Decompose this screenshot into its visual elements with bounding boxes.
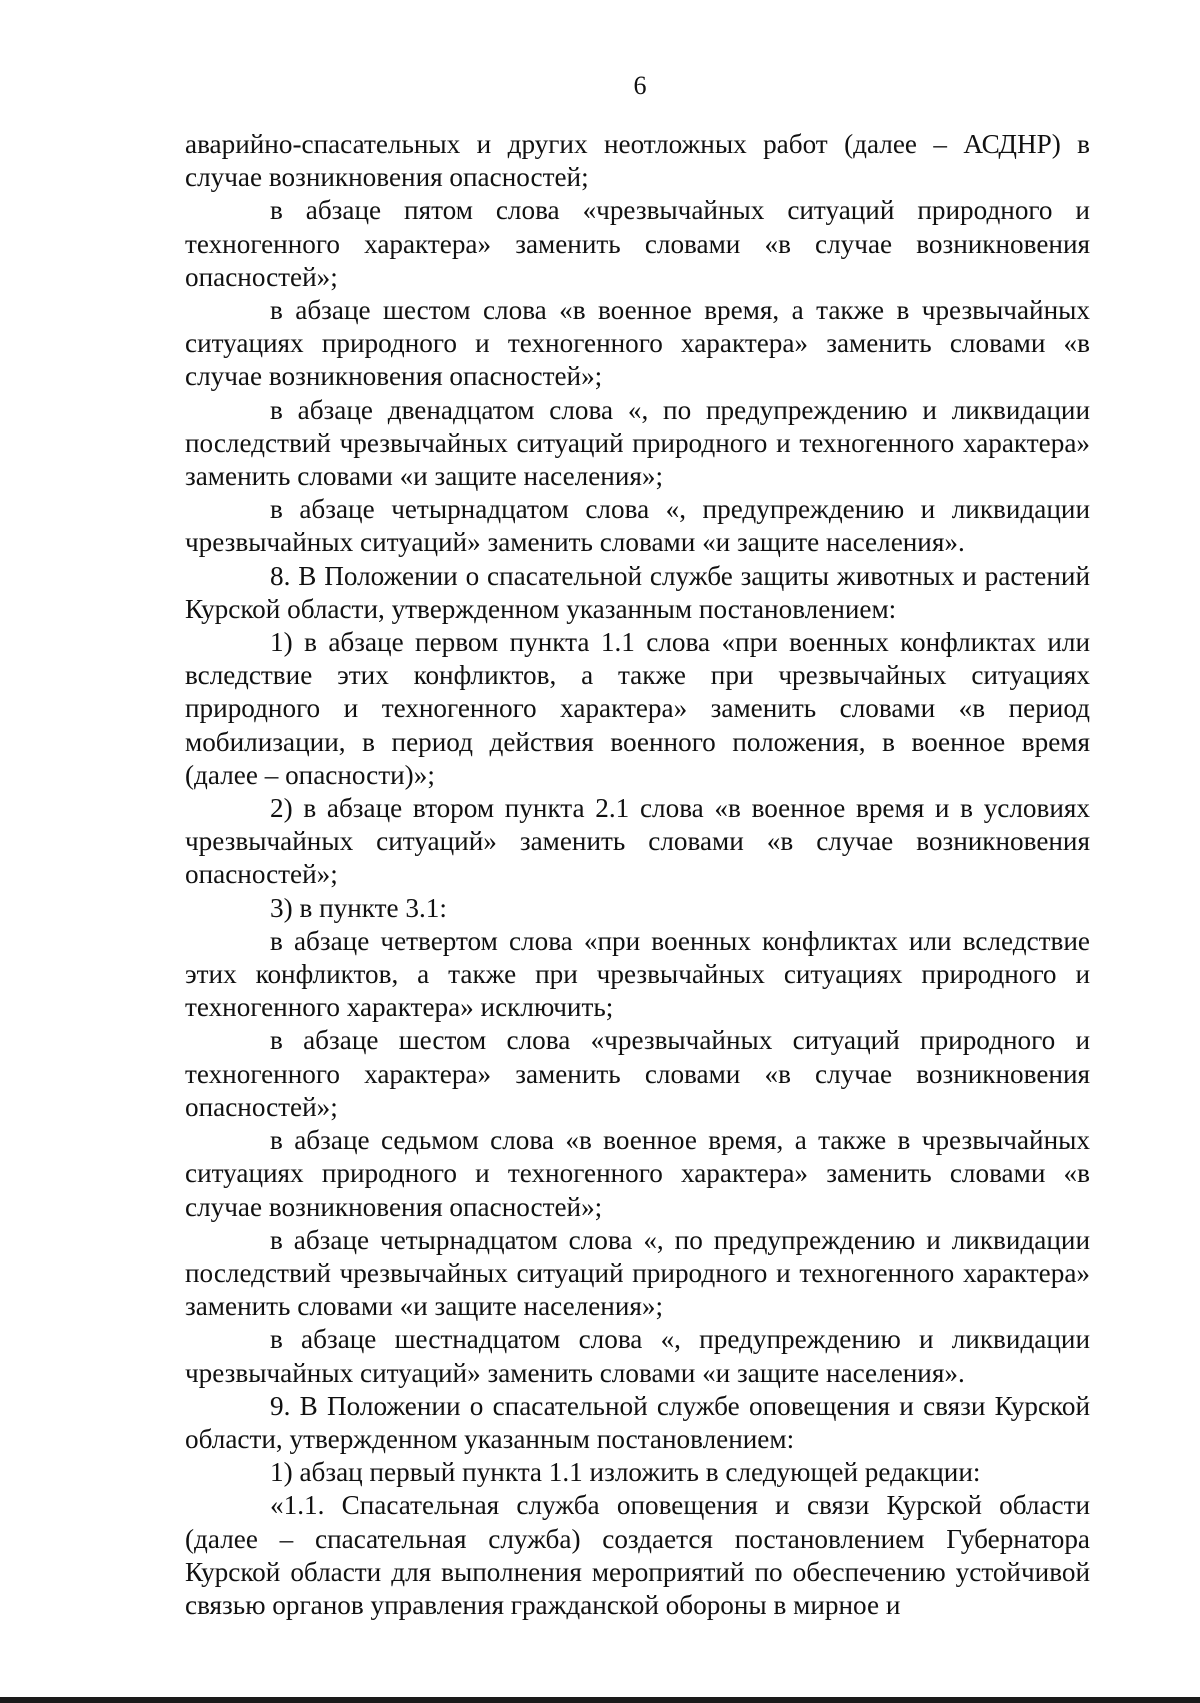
paragraph: в абзаце четвертом слова «при военных конфликтах или вследствие этих конфликтов, а также при чрезвычайных ситуациях природного и техногенного характера» исключить; — [185, 925, 1090, 1023]
paragraph-continuation: аварийно-спасательных и других неотложных работ (далее – АСДНР) в случае возникновения опасностей; — [185, 129, 1090, 193]
paragraph: в абзаце шестом слова «в военное время, а также в чрезвычайных ситуациях природного и техногенного характера» заменить словами «в случае возникновения опасностей»; — [185, 295, 1090, 392]
page-bottom-edge — [0, 1697, 1200, 1703]
paragraph: 1) в абзаце первом пункта 1.1 слова «при военных конфликтах или вследствие этих конфликтов, а также при чрезвычайных ситуациях природного и техногенного характера» заменить словами «в период мобилизации, в период действия военного положения, в военное время (далее – опасности)»; — [185, 627, 1090, 790]
paragraph-item-9: 9. В Положении о спасательной службе оповещения и связи Курской области, утвержденном указанным постановлением: — [185, 1390, 1090, 1454]
paragraph: в абзаце двенадцатом слова «, по предупреждению и ликвидации последствий чрезвычайных ситуаций природного и техногенного характера» заменить словами «и защите населения»; — [185, 394, 1090, 492]
paragraph: в абзаце седьмом слова «в военное время, а также в чрезвычайных ситуациях природного и техногенного характера» заменить словами «в случае возникновения опасностей»; — [185, 1125, 1090, 1222]
paragraph: в абзаце пятом слова «чрезвычайных ситуаций природного и техногенного характера» заменить словами «в случае возникновения опасностей»; — [185, 195, 1090, 292]
document-body — [185, 128, 1090, 1622]
paragraph: в абзаце четырнадцатом слова «, предупреждению и ликвидации чрезвычайных ситуаций» заменить словами «и защите населения». — [185, 494, 1090, 558]
page-number: 6 — [633, 71, 647, 100]
paragraph: 2) в абзаце втором пункта 2.1 слова «в военное время и в условиях чрезвычайных ситуаций» заменить словами «в случае возникновения опасностей»; — [185, 793, 1090, 890]
paragraph: в абзаце шестнадцатом слова «, предупреждению и ликвидации чрезвычайных ситуаций» заменить словами «и защите населения». — [185, 1324, 1090, 1388]
paragraph: 3) в пункте 3.1: — [270, 892, 447, 923]
paragraph: 1) абзац первый пункта 1.1 изложить в следующей редакции: — [270, 1457, 981, 1488]
paragraph-item-8: 8. В Положении о спасательной службе защиты животных и растений Курской области, утвержденном указанным постановлением: — [185, 560, 1090, 624]
paragraph: «1.1. Спасательная служба оповещения и связи Курской области (далее – спасательная служба) создается постановлением Губернатора Курской области для выполнения мероприятий по обеспечению устойчивой связью органов управления гражданской обороны в мирное и — [185, 1490, 1090, 1620]
paragraph: в абзаце четырнадцатом слова «, по предупреждению и ликвидации последствий чрезвычайных ситуаций природного и техногенного характера» заменить словами «и защите населения»; — [185, 1224, 1090, 1322]
paragraph: в абзаце шестом слова «чрезвычайных ситуаций природного и техногенного характера» заменить словами «в случае возникновения опасностей»; — [185, 1025, 1090, 1122]
